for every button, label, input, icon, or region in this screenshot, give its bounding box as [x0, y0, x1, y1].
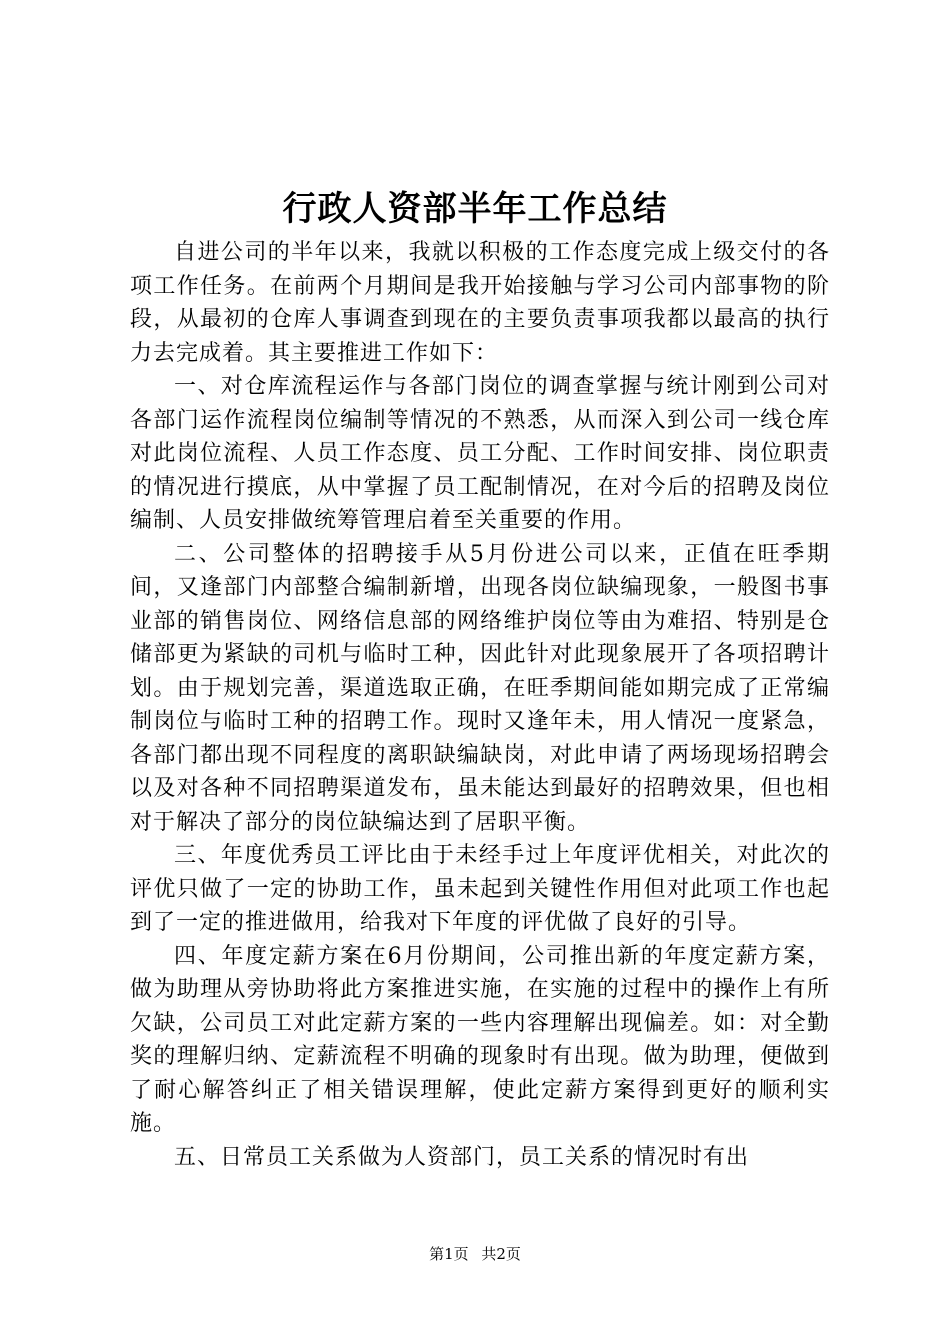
document-title: 行政人资部半年工作总结: [282, 189, 668, 229]
paragraph-section-3: 三、年度优秀员工评比由于未经手过上年度评优相关，对此次的评优只做了一定的协助工作，虽未起到关键性作用但对此项工作也起到了一定的推进做用，给我对下年度的评优做了良好的引导。: [130, 843, 830, 935]
paragraph-section-2: 二、公司整体的招聘接手从5月份进公司以来，正值在旺季期间，又逢部门内部整合编制新增，出现各岗位缺编现象，一般图书事业部的销售岗位、网络信息部的网络维护岗位等由为难招、特别是仓储部更为紧缺的司机与临时工种，因此针对此现象展开了各项招聘计划。由于规划完善，渠道选取正确，在旺季期间能如期完成了正常编制岗位与临时工种的招聘工作。现时又逢年未，用人情况一度紧急，各部门都出现不同程度的离职缺编缺岗，对此申请了两场现场招聘会以及对各种不同招聘渠道发布，虽未能达到最好的招聘效果，但也相对于解决了部分的岗位缺编达到了居职平衡。: [130, 541, 830, 835]
paragraph-section-4: 四、年度定薪方案在6月份期间，公司推出新的年度定薪方案，做为助理从旁协助将此方案推进实施，在实施的过程中的操作上有所欠缺，公司员工对此定薪方案的一些内容理解出现偏差。如：对全勤奖的理解归纳、定薪流程不明确的现象时有出现。做为助理，便做到了耐心解答纠正了相关错误理解，使此定薪方案得到更好的顺利实施。: [130, 943, 830, 1136]
page-footer: [0, 1244, 950, 1264]
paragraph-section-5: 五、日常员工关系做为人资部门，员工关系的情况时有出: [174, 1144, 750, 1170]
page-total: 共2页: [481, 1245, 521, 1263]
document-body: [130, 236, 830, 1174]
paragraph-section-1: 一、对仓库流程运作与各部门岗位的调查掌握与统计刚到公司对各部门运作流程岗位编制等情况的不熟悉，从而深入到公司一线仓库对此岗位流程、人员工作态度、员工分配、工作时间安排、岗位职责的情况进行摸底，从中掌握了员工配制情况，在对今后的招聘及岗位编制、人员安排做统筹管理启着至关重要的作用。: [130, 374, 830, 533]
paragraph-intro: 自进公司的半年以来，我就以积极的工作态度完成上级交付的各项工作任务。在前两个月期间是我开始接触与学习公司内部事物的阶段，从最初的仓库人事调查到现在的主要负责事项我都以最高的执行力去完成着。其主要推进工作如下：: [130, 240, 830, 366]
page-number: 第1页: [429, 1245, 469, 1263]
